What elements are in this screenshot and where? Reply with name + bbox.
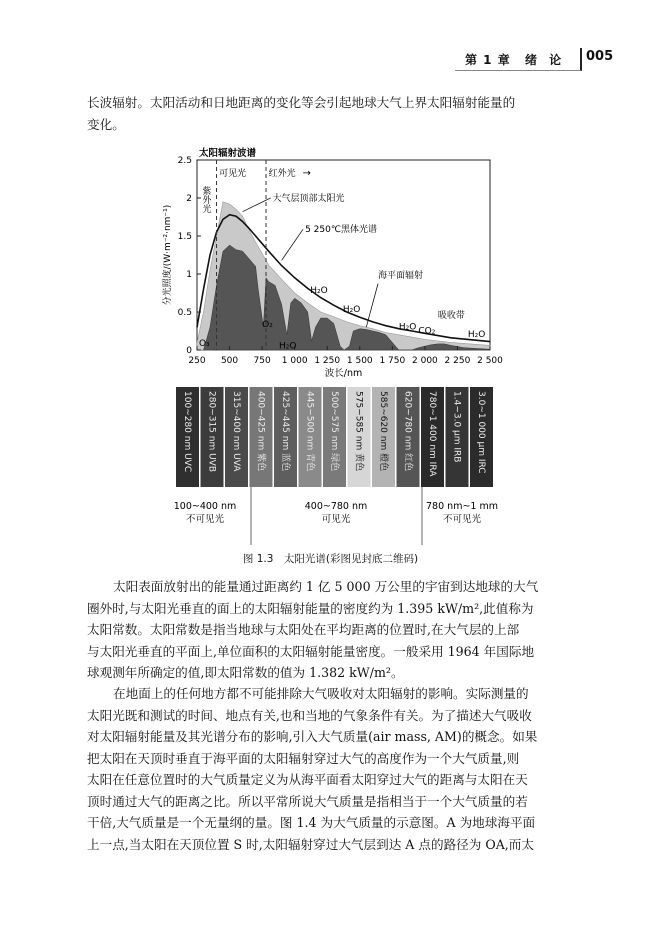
range-description: 可见光 [321,514,351,525]
chart-annotation: H₂O [467,330,486,341]
text-line: 干倍,大气质量是一个无量纲的量。图 1.4 为大气质量的示意图。A 为地球海平面 [87,815,536,830]
spectrum-band [274,387,297,487]
spectrum-bands [176,387,493,487]
band-label: 400~425 nm 紫色 [255,391,266,472]
visibility-ranges [174,487,498,545]
y-axis-label: 分光照度/(W·m⁻²·nm⁻¹) [163,204,173,306]
x-tick-label: 2 500 [477,356,503,366]
range-value: 100~400 nm [173,501,237,512]
text-line: 太阳表面放射出的能量通过距离约 1 亿 5 000 万公里的宇宙到达地球的大气 [113,579,539,594]
text-line: 把太阳在天顶时垂直于海平面的太阳辐射穿过大气的高度作为一个大气质量,则 [87,750,520,766]
spectrum-band [176,387,199,487]
y-tick-label: 0 [186,346,192,356]
region-label-uv: 紫外光 [200,186,211,213]
band-label: 425~445 nm 蓝色 [279,391,290,472]
chart-annotation: H₂O [342,305,361,315]
x-tick-label: 1 750 [379,356,406,366]
chart-annotation: 吸收带 [437,311,465,322]
page-number: 005 [586,49,614,64]
x-tick-label: 1 000 [281,356,308,366]
spectrum-band [446,387,469,487]
x-tick-label: 750 [253,356,271,366]
range-description: 不可见光 [442,514,482,525]
paragraph-solar-constant [87,576,577,684]
y-tick-label: 0.5 [177,308,192,318]
text-line: 球观测年所确定的值,即太阳常数的值为 1.382 kW/m²。 [87,665,404,680]
x-tick-label: 2 000 [412,356,438,366]
text-line: 在地面上的任何地方都不可能排除大气吸收对太阳辐射的影响。实际测量的 [113,686,529,701]
chart-annotation: O₂ [262,320,273,331]
spectrum-band [348,387,371,487]
chapter-number: 第 1 章 [465,53,511,67]
spectrum-band [201,387,224,487]
band-label: 3.0~1 000 μm IRC [475,391,486,474]
chart-annotation: 海平面辐射 [378,270,424,281]
text-line: 太阳常数。太阳常数是指当地球与太阳处在平均距离的位置时,在大气层的上部 [87,622,520,637]
spectrum-band [225,387,248,487]
text-line: 圈外时,与太阳光垂直的面上的太阳辐射能量的密度约为 1.395 kW/m²,此值称为 [87,600,534,616]
y-tick-label: 2.5 [177,156,192,166]
chart-annotation: O₃ [198,339,210,350]
band-label: 100~280 nm UVC [181,391,192,473]
spectrum-band [397,387,420,487]
spectrum-band [421,387,444,487]
text-line: 长波辐射。太阳活动和日地距离的变化等会引起地球大气上界太阳辐射能量的 [87,95,516,110]
range-value: 780 nm~1 mm [426,501,498,512]
chart-annotation: H₂O [310,286,328,296]
text-line: 对太阳辐射能量及其光谱分布的影响,引入大气质量(air mass, AM)的概念。如果 [87,729,538,744]
chart-annotation: H₂O [398,322,417,333]
text-line: 顶时通过大气的距离之比。所以平常所说大气质量是指相当于一个大气质量的若 [87,793,528,809]
band-label: 1.4~3.0 μm IRB [451,391,462,463]
x-tick-label: 250 [188,356,206,366]
y-tick-label: 1 [186,270,192,280]
text-line: 变化。 [87,116,125,132]
x-axis-label: 波长/nm [324,368,363,379]
region-label-visible: 可见光 [219,169,247,179]
region-arrow-ir: → [302,168,311,179]
figure-caption: 图 1.3 太阳光谱(彩图见封底二维码) [242,553,419,565]
band-label: 780~1 400 nm IRA [426,391,437,477]
text-line: 太阳光既和测试的时间、地点有关,也和当地的气象条件有关。为了描述大气吸收 [87,707,532,723]
band-label: 620~780 nm 红色 [402,391,413,472]
spectrum-chart [161,147,503,379]
y-tick-label: 2 [186,194,192,204]
x-tick-label: 1 250 [314,356,341,366]
x-tick-label: 1 500 [346,356,373,366]
text-line: 与太阳光垂直的平面上,单位面积的太阳辐射能量密度。一般采用 1964 年国际地 [87,643,535,659]
chart-annotation: 大气层顶部太阳光 [272,194,345,204]
range-description: 不可见光 [185,514,225,525]
band-label: 500~575 nm 绿色 [328,391,339,472]
spectrum-band [250,387,273,487]
band-label: 445~500 nm 青色 [304,391,315,472]
spectrum-band [323,387,346,487]
text-line: 太阳在任意位置时的大气质量定义为从海平面看太阳穿过大气的距离与太阳在天 [87,772,528,787]
band-label: 315~400 nm UVA [230,391,241,472]
band-label: 280~315 nm UVB [206,391,217,473]
chart-annotation: H₂O [279,341,297,352]
x-tick-label: 500 [220,356,239,366]
x-tick-label: 2 250 [444,356,471,366]
y-tick-label: 1.5 [177,232,192,242]
chart-annotation: CO₂ [418,326,436,337]
range-value: 400~780 nm [304,501,368,512]
spectrum-band [299,387,322,487]
region-label-ir: 红外光 [268,169,296,179]
band-label: 585~620 nm 橙色 [377,391,388,472]
chart-title: 太阳辐射波谱 [199,148,257,159]
paragraph-air-mass [87,683,577,855]
chart-annotation: 5 250℃黑体光谱 [305,225,377,236]
band-label: 575~585 nm 黄色 [353,391,364,472]
text-line: 上一点,当太阳在天顶位置 S 时,太阳辐射穿过大气层到达 A 点的路径为 OA,而太 [87,836,534,852]
spectrum-band [470,387,493,487]
spectrum-band [372,387,395,487]
chapter-title: 绪 论 [525,53,566,67]
